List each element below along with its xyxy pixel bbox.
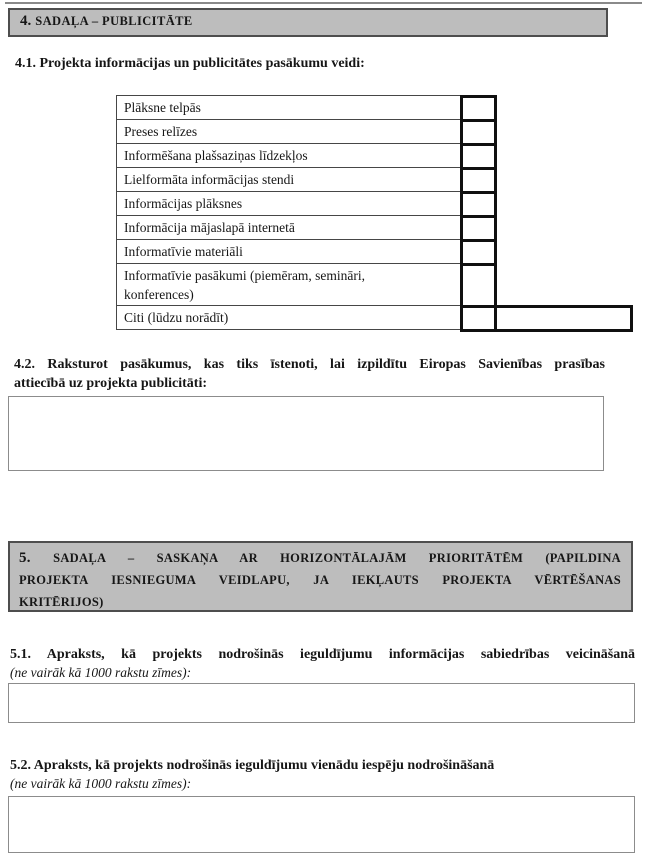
table-row bbox=[117, 144, 460, 168]
checkbox-informativie-materiali[interactable] bbox=[460, 239, 497, 266]
checkbox-preses-relizes[interactable] bbox=[460, 119, 497, 146]
section5-title-line3: KRITĒRIJOS) bbox=[19, 595, 104, 609]
table-row bbox=[117, 240, 460, 264]
section5-title-line1 bbox=[19, 547, 621, 569]
heading-5-2 bbox=[10, 757, 635, 792]
checkbox-informacijas-plaksnes[interactable] bbox=[460, 191, 497, 218]
row-label: Informācija mājaslapā internetā bbox=[124, 220, 295, 235]
heading-5-1-text: 5.1. Apraksts, kā projekts nodrošinās ieguldījumu informācijas sabiedrības veicināšanā bbox=[10, 647, 635, 662]
checkbox-citi[interactable] bbox=[460, 305, 497, 332]
heading-4-2-line2: attiecībā uz projekta publicitāti: bbox=[14, 376, 208, 391]
table-row bbox=[117, 216, 460, 240]
section5-header bbox=[8, 541, 633, 612]
table-row bbox=[117, 306, 460, 329]
section4-title: SADAĻA – PUBLICITĀTE bbox=[35, 14, 193, 28]
heading-5-1 bbox=[10, 646, 635, 681]
row-label: Preses relīzes bbox=[124, 124, 198, 139]
information-society-textbox[interactable] bbox=[8, 683, 635, 723]
citi-other-input[interactable] bbox=[494, 305, 633, 332]
row-label: Lielformāta informācijas stendi bbox=[124, 172, 295, 187]
row-label: Informēšana plašsaziņas līdzekļos bbox=[124, 148, 308, 163]
checkbox-informesana-plassazinas-lidzeklos[interactable] bbox=[460, 143, 497, 170]
table-row bbox=[117, 192, 460, 216]
row-label: Informatīvie pasākumi (piemēram, semināri, konferences) bbox=[124, 268, 366, 302]
checkbox-informacija-majaslapa-interneta[interactable] bbox=[460, 215, 497, 242]
heading-4-2 bbox=[14, 355, 605, 393]
table-row bbox=[117, 264, 460, 306]
section4-header bbox=[8, 8, 608, 37]
checkbox-lielformata-informacijas-stendi[interactable] bbox=[460, 167, 497, 194]
row-label: Informācijas plāksnes bbox=[124, 196, 243, 211]
heading-5-2-text: 5.2. Apraksts, kā projekts nodrošinās ieguldījumu vienādu iespēju nodrošināšanā bbox=[10, 758, 495, 773]
section5-title-line1-text: SADAĻA – SASKAŅA AR HORIZONTĀLAJĀM PRIORITĀTĒM (PAPILDINA bbox=[53, 551, 621, 565]
publicity-types-table bbox=[116, 95, 461, 330]
checkbox-informativie-pasakumi[interactable] bbox=[460, 263, 497, 308]
checkbox-plaksne-telpas[interactable] bbox=[460, 95, 497, 122]
publicity-description-textbox[interactable] bbox=[8, 396, 604, 471]
top-divider-rule bbox=[5, 2, 642, 4]
heading-4-1: 4.1. Projekta informācijas un publicitātes pasākumu veidi: bbox=[15, 56, 365, 71]
row-label: Informatīvie materiāli bbox=[124, 244, 243, 259]
table-row bbox=[117, 96, 460, 120]
heading-5-1-note: (ne vairāk kā 1000 rakstu zīmes): bbox=[10, 664, 192, 680]
section5-title-line2: PROJEKTA IESNIEGUMA VEIDLAPU, JA IEKĻAUTS PROJEKTA VĒRTĒŠANAS bbox=[19, 573, 621, 587]
section4-number: 4. bbox=[20, 13, 32, 29]
table-row bbox=[117, 120, 460, 144]
row-label: Citi (lūdzu norādīt) bbox=[124, 310, 229, 325]
table-row bbox=[117, 168, 460, 192]
section5-number: 5. bbox=[19, 550, 31, 566]
heading-5-2-note: (ne vairāk kā 1000 rakstu zīmes): bbox=[10, 775, 192, 791]
row-label: Plāksne telpās bbox=[124, 100, 201, 115]
equal-opportunities-textbox[interactable] bbox=[8, 796, 635, 853]
heading-4-2-line1: 4.2. Raksturot pasākumus, kas tiks īstenoti, lai izpildītu Eiropas Savienības prasības bbox=[14, 357, 605, 372]
